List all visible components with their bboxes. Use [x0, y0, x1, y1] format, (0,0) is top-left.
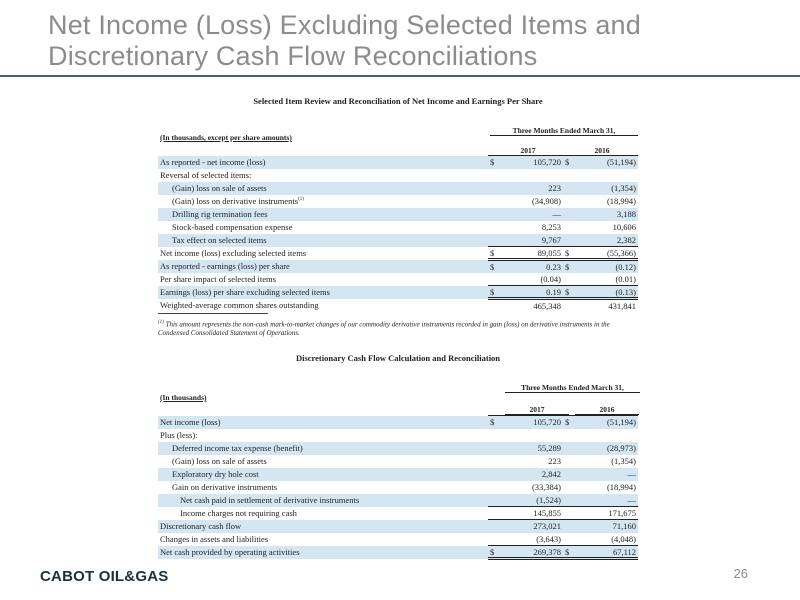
value-2016: 171,675 [608, 508, 636, 518]
table-row [158, 169, 638, 182]
dollar-sign: $ [563, 546, 575, 559]
value-2017: 273,021 [500, 520, 563, 533]
table1-year-2017: 2017 [495, 146, 561, 156]
value-2017: 105,720 [500, 416, 563, 429]
table-row [158, 182, 638, 195]
table-row [158, 468, 638, 481]
dollar-sign: $ [488, 260, 500, 273]
title-divider [0, 75, 800, 77]
table2-title: Discretionary Cash Flow Calculation and Reconciliation [295, 353, 501, 363]
value-2017: 269,378 [500, 546, 563, 559]
row-label: Drilling rig termination fees [158, 208, 488, 221]
company-logo: CABOT OIL&GAS [40, 568, 169, 585]
table-row [158, 273, 638, 286]
row-label: As reported - earnings (loss) per share [158, 260, 488, 273]
value-2017: 89,055 [500, 247, 563, 260]
value-2016: (1,354) [611, 456, 636, 466]
value-2017: 0.19 [500, 286, 563, 299]
dollar-sign: $ [563, 286, 575, 299]
table-row [158, 260, 638, 273]
value-2016: (1,354) [575, 182, 638, 195]
table-row [158, 546, 638, 559]
dollar-sign: $ [563, 247, 575, 260]
table1-units-label: (In thousands, except per share amounts) [160, 133, 292, 142]
value-2016: 67,112 [575, 546, 638, 559]
value-2016: (18,994) [606, 482, 636, 492]
value-2016: (0.01) [575, 273, 638, 286]
footnote-divider [158, 313, 268, 314]
table-row [158, 442, 638, 455]
table-row [158, 247, 638, 260]
value-2016: (4,048) [575, 533, 638, 546]
table-row [158, 286, 638, 299]
dollar-sign: $ [488, 156, 500, 169]
table-row [158, 221, 638, 234]
dollar-sign: $ [488, 546, 500, 559]
table1 [158, 155, 638, 312]
table-row [158, 208, 638, 221]
value-2016: (51,194) [575, 156, 638, 169]
dollar-sign: $ [488, 286, 500, 299]
row-label: Stock-based compensation expense [172, 222, 293, 232]
footnote-ref: (1) [298, 197, 304, 203]
row-label: Exploratory dry hole cost [158, 468, 488, 481]
value-2016: — [575, 468, 638, 481]
value-2017: (33,384) [531, 482, 561, 492]
row-label: Net income (loss) [158, 416, 488, 429]
table-row [158, 299, 638, 312]
value-2017: 2,842 [500, 468, 563, 481]
value-2017: 55,289 [500, 442, 563, 455]
value-2016: 10,606 [612, 222, 636, 232]
table2-period-label: Three Months Ended March 31, [505, 383, 640, 393]
table-row [158, 234, 638, 247]
value-2016: — [575, 494, 638, 507]
footnote-marker: (1) [158, 320, 164, 325]
row-label: Plus (less): [160, 430, 198, 440]
row-label: Net cash paid in settlement of derivative instruments [158, 494, 488, 507]
table-row [158, 481, 638, 494]
table1-year-2016: 2016 [569, 146, 635, 156]
table-row [158, 520, 638, 533]
row-label: (Gain) loss on derivative instruments$^{(1)}$ [172, 196, 304, 206]
value-2017: 9,767 [500, 234, 563, 247]
table2-year-2017: 2017 [505, 405, 569, 415]
row-label: Gain on derivative instruments [172, 482, 278, 492]
value-2017: 465,348 [533, 300, 561, 311]
slide-title: Net Income (Loss) Excluding Selected Items and Discretionary Cash Flow Reconciliations [48, 10, 641, 71]
value-2016: (18,994) [606, 196, 636, 206]
row-label: Net cash provided by operating activities [158, 546, 488, 559]
row-label: Tax effect on selected items [158, 234, 488, 247]
value-2017: 0.23 [500, 260, 563, 273]
value-2017: 223 [548, 456, 561, 466]
value-2017: 223 [500, 182, 563, 195]
row-label: Net income (loss) excluding selected items [160, 248, 307, 258]
value-2016: (0.13) [575, 286, 638, 299]
row-label: Income charges not requiring cash [180, 508, 297, 518]
value-2017: 145,855 [533, 508, 561, 518]
table-row [158, 416, 638, 429]
value-2017: (1,524) [500, 494, 563, 507]
table-row [158, 429, 638, 442]
value-2016: (51,194) [575, 416, 638, 429]
row-label: Discretionary cash flow [158, 520, 488, 533]
value-2017: — [500, 208, 563, 221]
row-label: Changes in assets and liabilities [160, 534, 269, 544]
value-2017: 105,720 [500, 156, 563, 169]
row-label: Earnings (loss) per share excluding selected items [158, 286, 488, 299]
value-2016: 431,841 [608, 300, 636, 311]
row-label: Deferred income tax expense (benefit) [158, 442, 488, 455]
table-row [158, 533, 638, 546]
row-label: (Gain) loss on sale of assets [172, 456, 267, 466]
row-label: As reported - net income (loss) [158, 156, 488, 169]
value-2016: (0.12) [575, 260, 638, 273]
dollar-sign: $ [488, 247, 500, 260]
dollar-sign: $ [563, 416, 575, 429]
dollar-sign: $ [563, 156, 575, 169]
table1-period-label: Three Months Ended March 31, [490, 126, 638, 136]
value-2016: 2,382 [575, 234, 638, 247]
table-row [158, 494, 638, 507]
value-2017: (34,908) [531, 196, 561, 206]
table-row [158, 195, 638, 208]
row-label: (Gain) loss on sale of assets [158, 182, 488, 195]
page-number: 26 [733, 566, 748, 581]
table-row [158, 507, 638, 520]
table-row [158, 455, 638, 468]
value-2017: (0.04) [500, 273, 563, 286]
value-2016: 71,160 [575, 520, 638, 533]
dollar-sign: $ [488, 416, 500, 429]
table2-units-label: (In thousands) [160, 393, 207, 402]
value-2016: (28,973) [575, 442, 638, 455]
footnote [158, 318, 638, 338]
table-row [158, 156, 638, 169]
table2-year-2016: 2016 [575, 405, 639, 415]
row-label: Weighted-average common shares outstanding [160, 300, 319, 310]
value-2017: 8,253 [541, 222, 561, 232]
value-2016: 3,188 [575, 208, 638, 221]
row-label: Per share impact of selected items [160, 274, 276, 284]
table1-title: Selected Item Review and Reconciliation of Net Income and Earnings Per Share [253, 96, 543, 106]
row-label: Reversal of selected items: [160, 170, 252, 180]
value-2017: (3,643) [500, 533, 563, 546]
table2 [158, 415, 638, 560]
footnote-text: This amount represents the non-cash mark-to-market changes of our commodity derivative instruments recorded in gain (loss) on derivative instruments in the Condensed Consolidated Statement of Operations. [158, 320, 610, 338]
value-2016: (55,366) [575, 247, 638, 260]
dollar-sign: $ [563, 260, 575, 273]
